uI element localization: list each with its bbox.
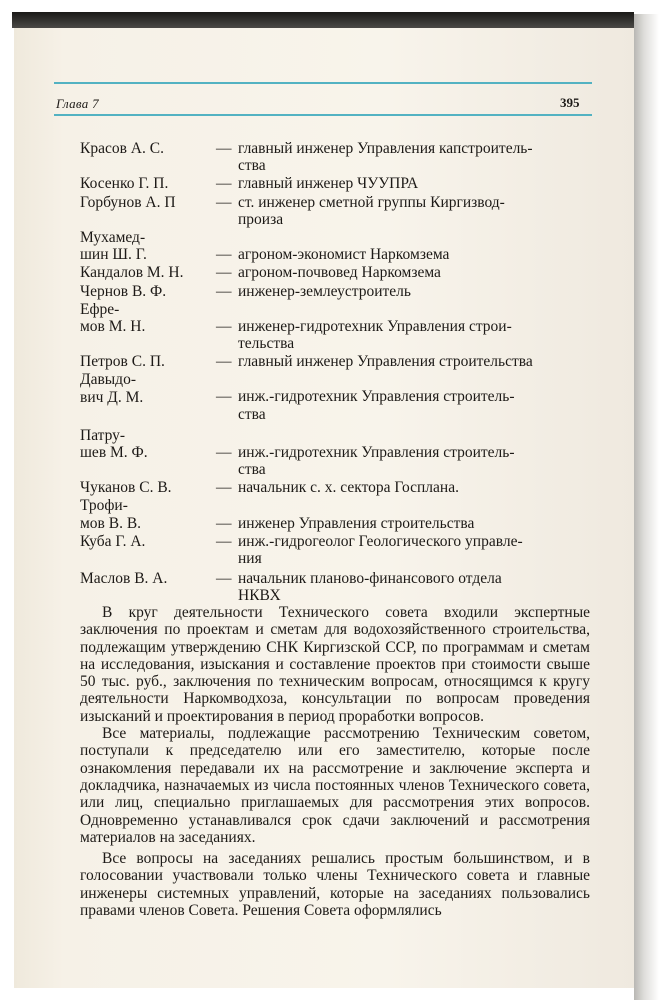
member-role: инженер-землеустроитель	[238, 282, 411, 300]
running-head-chapter: Глава 7	[56, 96, 99, 111]
list-item	[80, 301, 600, 352]
member-name: Чернов В. Ф.	[80, 282, 167, 300]
list-item	[80, 194, 600, 228]
member-role: агроном-почвовед Наркомзема	[238, 264, 441, 282]
list-item	[80, 427, 600, 478]
dash: —	[216, 443, 232, 461]
member-role: инж.-гидротехник Управления строитель- ства	[238, 443, 515, 479]
member-role: инж.-гидротехник Управления строитель- ства	[238, 388, 515, 423]
member-role: главный инженер Управления капстроитель- ства	[238, 140, 533, 175]
member-role: инж.-гидрогеолог Геологического управле- ния	[238, 532, 523, 568]
dash: —	[216, 388, 232, 406]
member-role: инженер-гидротехник Управления строи- тельства	[238, 317, 512, 353]
member-list	[80, 140, 600, 606]
dash: —	[216, 353, 232, 371]
dash: —	[216, 570, 232, 588]
member-role: главный инженер Управления строительства	[238, 353, 533, 371]
member-name: Давыдо- вич Д. М.	[80, 371, 144, 406]
list-item	[80, 497, 600, 531]
dash: —	[216, 479, 232, 497]
scan-shadow-right	[634, 14, 659, 1000]
list-item	[80, 479, 600, 496]
list-item	[80, 371, 600, 422]
member-name: Красов А. С.	[80, 140, 164, 157]
member-role: ст. инженер сметной группы Киргизвод- произа	[238, 193, 505, 228]
body-text	[80, 604, 590, 919]
member-name: Петров С. П.	[80, 353, 165, 371]
member-name: Горбунов А. П	[80, 193, 176, 211]
list-item	[80, 353, 600, 370]
dash: —	[216, 282, 232, 300]
member-name: Мухамед- шин Ш. Г.	[80, 229, 147, 264]
list-item	[80, 229, 600, 263]
list-item	[80, 570, 600, 604]
scan-shadow-top	[12, 12, 634, 28]
dash: —	[216, 264, 232, 282]
dash: —	[216, 246, 232, 264]
paragraph: Все вопросы на заседаниях решались простым большинством, и в голосовании участвовали только члены Технического совета и главные инженеры системных управлений, которые на заседаниях пользовались правами членов Совета. Решения Совета оформлялись	[80, 850, 590, 920]
list-item	[80, 283, 600, 300]
paragraph: В круг деятельности Технического совета входили экспертные заключения по проектам и сметам для водохозяйственного строительства, подлежащим утверждению СНК Киргизской ССР, по программам и сметам на исследования, изыскания и составление проектов при стоимости свыше 50 тыс. руб., заключения по техническим вопросам, относящимся к кругу деятельности Наркомводхоза, консультации по вопросам проведения изысканий и проектирования в период проработки вопросов.	[80, 604, 590, 725]
header-rule-bottom	[54, 114, 592, 116]
member-role: главный инженер ЧУУПРА	[238, 175, 419, 193]
dash: —	[216, 193, 232, 211]
member-name: Маслов В. А.	[80, 570, 168, 588]
member-role: начальник планово-финансового отдела НКВХ	[238, 570, 502, 605]
member-name: Косенко Г. П.	[80, 175, 169, 193]
member-name: Ефре- мов М. Н.	[80, 300, 146, 336]
dash: —	[216, 532, 232, 550]
dash: —	[216, 140, 232, 157]
list-item	[80, 264, 600, 281]
member-name: Кандалов М. Н.	[80, 264, 184, 282]
member-name: Патру- шев М. Ф.	[80, 426, 148, 462]
member-role: агроном-экономист Наркомзема	[238, 246, 450, 264]
member-name: Куба Г. А.	[80, 532, 146, 550]
dash: —	[216, 514, 232, 532]
member-name: Чуканов С. В.	[80, 479, 172, 497]
header-rule-top	[54, 82, 592, 84]
paragraph: Все материалы, подлежащие рассмотрению Техническим советом, поступали к председателю или его заместителю, которые после ознакомления передавали их на рассмотрение и заключение эксперта и докладчика, назначаемых из числа постоянных членов Технического совета, или лиц, специально приглашаемых для рассмотрения этих вопросов. Одновременно устанавливался срок сдачи заключений и рассмотрения материалов на заседаниях.	[80, 725, 590, 846]
member-role: инженер Управления строительства	[238, 514, 475, 532]
list-item	[80, 175, 600, 192]
dash: —	[216, 317, 232, 335]
member-role: начальник с. х. сектора Госплана.	[238, 479, 459, 497]
page-number: 395	[560, 95, 580, 110]
list-item	[80, 140, 600, 174]
member-name: Трофи- мов В. В.	[80, 497, 142, 532]
dash: —	[216, 175, 232, 193]
list-item	[80, 533, 600, 567]
